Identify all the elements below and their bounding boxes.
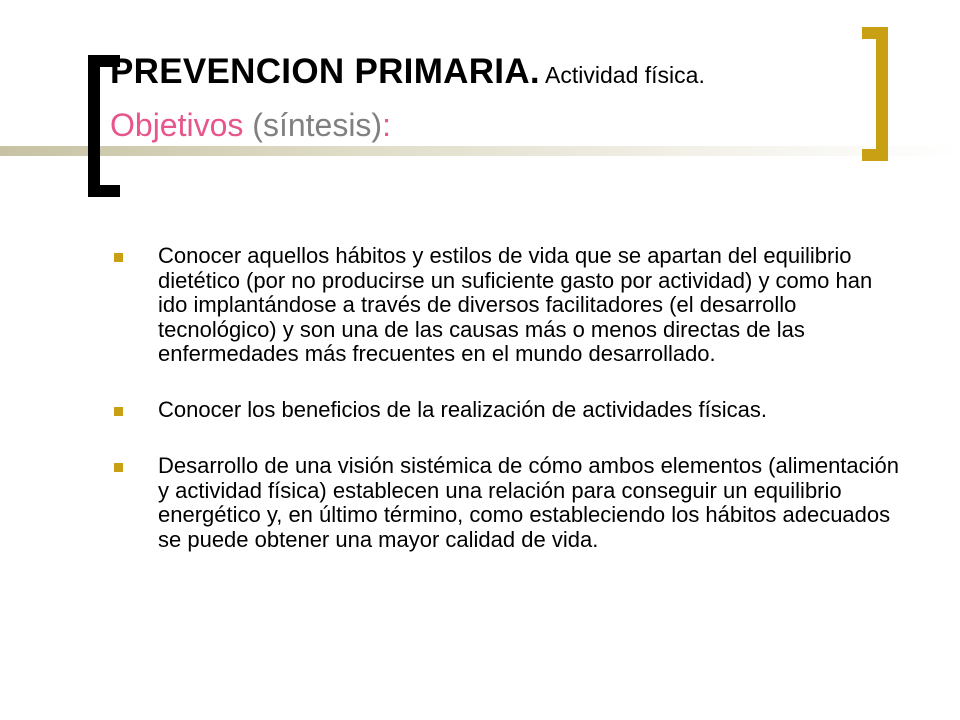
square-bullet-icon [114, 463, 123, 472]
slide-title [110, 46, 850, 151]
title-second-line [110, 99, 850, 151]
square-bullet-icon [114, 407, 123, 416]
bullet-text: Conocer aquellos hábitos y estilos de vida que se apartan del equilibrio dietético (por no producirse un suficiente gasto por actividad) y como han ido implantándose a través de diversos facilitadores (el desarrollo tecnológico) y son una de las causas más o menos directas de las enfermedades más frecuentes en el mundo desarrollado. [158, 243, 873, 366]
title-sintesis: (síntesis) [243, 107, 383, 143]
title-main: PREVENCION PRIMARIA. [110, 52, 540, 91]
title-colon: : [382, 107, 391, 143]
square-bullet-icon [114, 253, 123, 262]
right-bracket-decoration [862, 27, 888, 161]
title-objetivos: Objetivos [110, 107, 244, 143]
bullet-text: Conocer los beneficios de la realización de actividades físicas. [158, 396, 767, 422]
bullet-text: Desarrollo de una visión sistémica de cómo ambos elementos (alimentación y actividad física) establecen una relación para conseguir un equilibrio energético y, en último término, como estableciendo los hábitos adecuados se puede obtener una mayor calidad de vida. [158, 453, 900, 552]
title-subtitle: Actividad física. [539, 62, 705, 88]
list-item [114, 398, 904, 423]
list-item [114, 244, 904, 367]
bullet-list [114, 244, 904, 583]
list-item [114, 454, 904, 552]
